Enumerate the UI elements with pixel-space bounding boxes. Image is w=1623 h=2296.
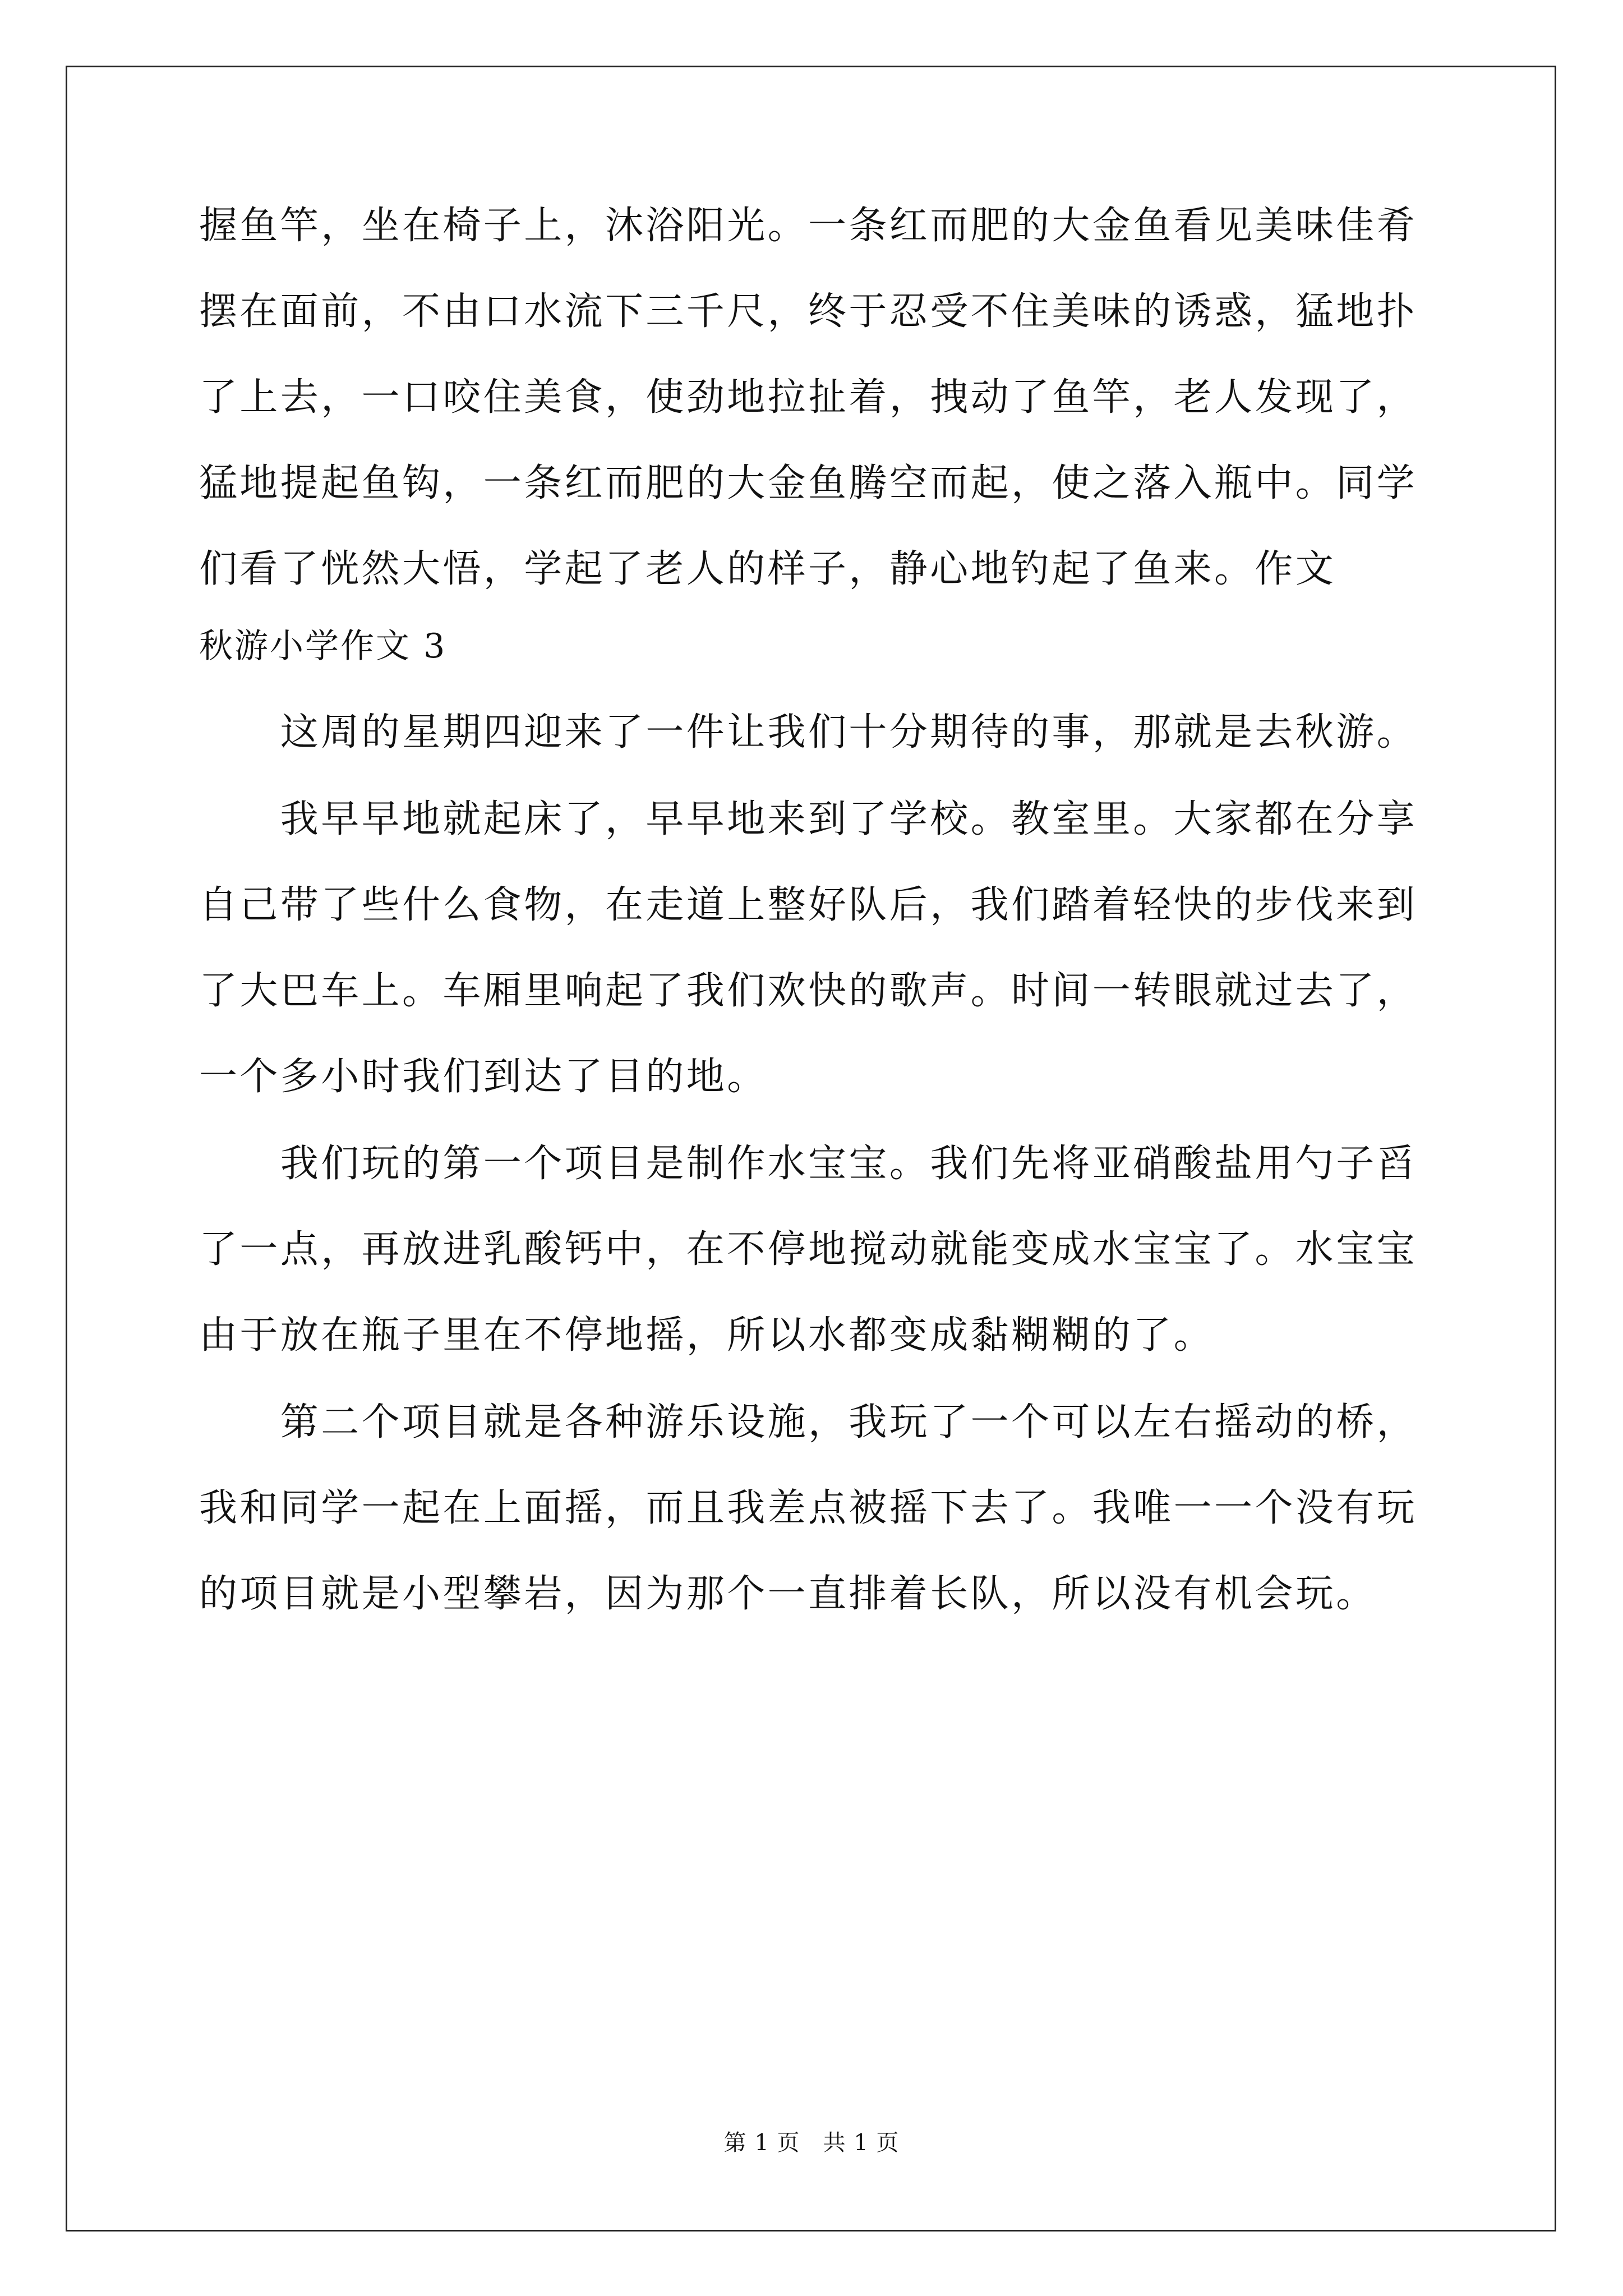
- text-line: 由于放在瓶子里在不停地摇，所以水都变成黏糊糊的了。: [199, 1313, 1215, 1358]
- page-footer: 第 1 页 共 1 页: [723, 2130, 900, 2156]
- text-line: 我们玩的第一个项目是制作水宝宝。我们先将亚硝酸盐用勺子舀: [199, 1142, 1418, 1186]
- section-heading: 秋游小学作文 3: [199, 627, 447, 666]
- text-line: 自己带了些什么食物，在走道上整好队后，我们踏着轻快的步伐来到: [199, 883, 1418, 927]
- text-line: 握鱼竿，坐在椅子上，沐浴阳光。一条红而肥的大金鱼看见美味佳肴: [199, 204, 1418, 248]
- text-line: 了大巴车上。车厢里响起了我们欢快的歌声。时间一转眼就过去了，: [199, 969, 1418, 1013]
- text-line: 我和同学一起在上面摇，而且我差点被摇下去了。我唯一一个没有玩: [199, 1486, 1418, 1530]
- text-line: 了一点，再放进乳酸钙中，在不停地搅动就能变成水宝宝了。水宝宝: [199, 1227, 1418, 1272]
- text-line: 们看了恍然大悟，学起了老人的样子，静心地钓起了鱼来。作文: [199, 547, 1336, 591]
- text-line: 第二个项目就是各种游乐设施，我玩了一个可以左右摇动的桥，: [199, 1400, 1418, 1444]
- text-line: 摆在面前，不由口水流下三千尺，终于忍受不住美味的诱惑，猛地扑: [199, 289, 1418, 334]
- text-line: 这周的星期四迎来了一件让我们十分期待的事，那就是去秋游。: [199, 710, 1418, 754]
- text-line: 我早早地就起床了，早早地来到了学校。教室里。大家都在分享: [199, 797, 1418, 841]
- text-line: 一个多小时我们到达了目的地。: [199, 1055, 768, 1099]
- text-line: 了上去，一口咬住美食，使劲地拉扯着，拽动了鱼竿，老人发现了，: [199, 375, 1418, 420]
- text-line: 的项目就是小型攀岩，因为那个一直排着长队，所以没有机会玩。: [199, 1572, 1377, 1616]
- text-line: 猛地提起鱼钩，一条红而肥的大金鱼腾空而起，使之落入瓶中。同学: [199, 461, 1418, 505]
